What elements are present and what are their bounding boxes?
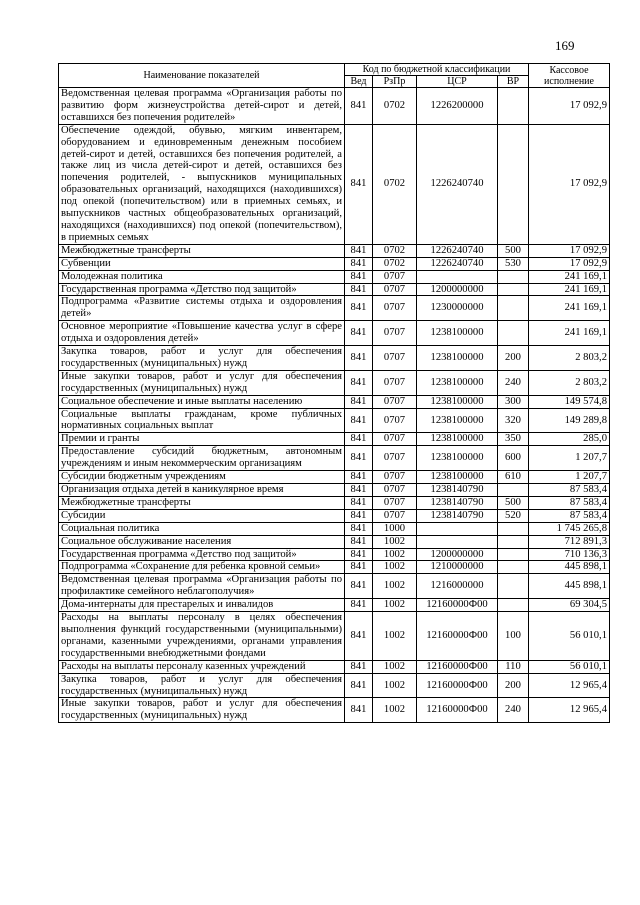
cell-name: Основное мероприятие «Повышение качества услуг в сфере отдыха и оздоровления детей» xyxy=(59,321,345,346)
cell-rzpr: 1002 xyxy=(373,612,417,661)
cell-csr: 1238100000 xyxy=(417,446,498,471)
table-row xyxy=(59,321,610,346)
table-row xyxy=(59,346,610,371)
cell-vr xyxy=(498,124,529,244)
cell-vr xyxy=(498,548,529,561)
cell-rzpr: 0702 xyxy=(373,88,417,125)
cell-amount: 445 898,1 xyxy=(529,574,610,599)
table-row xyxy=(59,446,610,471)
cell-ved: 841 xyxy=(345,270,373,283)
table-row xyxy=(59,283,610,296)
cell-amount: 241 169,1 xyxy=(529,296,610,321)
cell-vr xyxy=(498,484,529,497)
cell-ved: 841 xyxy=(345,548,373,561)
header-name: Наименование показателей xyxy=(59,64,345,88)
cell-ved: 841 xyxy=(345,296,373,321)
cell-amount: 12 965,4 xyxy=(529,698,610,723)
cell-name: Подпрограмма «Сохранение для ребенка кровной семьи» xyxy=(59,561,345,574)
cell-amount: 241 169,1 xyxy=(529,321,610,346)
cell-amount: 12 965,4 xyxy=(529,673,610,698)
cell-vr: 300 xyxy=(498,395,529,408)
cell-ved: 841 xyxy=(345,599,373,612)
cell-name: Закупка товаров, работ и услуг для обеспечения государственных (муниципальных) нужд xyxy=(59,346,345,371)
cell-rzpr: 0707 xyxy=(373,433,417,446)
cell-ved: 841 xyxy=(345,496,373,509)
cell-ved: 841 xyxy=(345,433,373,446)
cell-vr: 320 xyxy=(498,408,529,433)
cell-name: Подпрограмма «Развитие системы отдыха и оздоровления детей» xyxy=(59,296,345,321)
table-row xyxy=(59,574,610,599)
table-row xyxy=(59,370,610,395)
cell-ved: 841 xyxy=(345,321,373,346)
cell-name: Межбюджетные трансферты xyxy=(59,244,345,257)
cell-vr xyxy=(498,522,529,535)
cell-name: Государственная программа «Детство под защитой» xyxy=(59,548,345,561)
cell-rzpr: 0707 xyxy=(373,471,417,484)
cell-ved: 841 xyxy=(345,446,373,471)
cell-vr xyxy=(498,296,529,321)
budget-table xyxy=(58,63,610,723)
cell-ved: 841 xyxy=(345,124,373,244)
cell-ved: 841 xyxy=(345,88,373,125)
table-row xyxy=(59,471,610,484)
cell-csr: 1238100000 xyxy=(417,471,498,484)
cell-name: Иные закупки товаров, работ и услуг для обеспечения государственных (муниципальных) нужд xyxy=(59,698,345,723)
cell-ved: 841 xyxy=(345,522,373,535)
cell-rzpr: 1000 xyxy=(373,522,417,535)
table-row xyxy=(59,496,610,509)
table-row xyxy=(59,484,610,497)
cell-name: Субвенции xyxy=(59,257,345,270)
table-row xyxy=(59,395,610,408)
table-row xyxy=(59,124,610,244)
cell-csr: 12160000Ф00 xyxy=(417,698,498,723)
cell-vr: 530 xyxy=(498,257,529,270)
table-row xyxy=(59,698,610,723)
table-row xyxy=(59,612,610,661)
page-number: 169 xyxy=(555,38,575,53)
cell-vr: 350 xyxy=(498,433,529,446)
cell-ved: 841 xyxy=(345,574,373,599)
cell-vr: 500 xyxy=(498,244,529,257)
cell-amount: 241 169,1 xyxy=(529,270,610,283)
table-body xyxy=(59,88,610,723)
cell-csr: 1238100000 xyxy=(417,370,498,395)
cell-rzpr: 0702 xyxy=(373,124,417,244)
cell-name: Премии и гранты xyxy=(59,433,345,446)
cell-name: Молодежная политика xyxy=(59,270,345,283)
table-row xyxy=(59,509,610,522)
cell-ved: 841 xyxy=(345,660,373,673)
cell-rzpr: 0707 xyxy=(373,296,417,321)
cell-csr: 12160000Ф00 xyxy=(417,673,498,698)
cell-vr: 600 xyxy=(498,446,529,471)
table-row xyxy=(59,244,610,257)
cell-rzpr: 0707 xyxy=(373,509,417,522)
cell-amount: 149 574,8 xyxy=(529,395,610,408)
cell-ved: 841 xyxy=(345,561,373,574)
table-row xyxy=(59,660,610,673)
cell-amount: 149 289,8 xyxy=(529,408,610,433)
cell-rzpr: 1002 xyxy=(373,574,417,599)
cell-name: Ведомственная целевая программа «Организация работы по профилактике семейного неблагополучия» xyxy=(59,574,345,599)
cell-name: Расходы на выплаты персоналу в целях обеспечения выполнения функций государственными (муниципальными) органами, казенными учреждениями, органами управления государственными внебюджетными фондами xyxy=(59,612,345,661)
table-row xyxy=(59,433,610,446)
cell-vr: 240 xyxy=(498,370,529,395)
cell-rzpr: 1002 xyxy=(373,698,417,723)
cell-csr: 1238140790 xyxy=(417,509,498,522)
cell-amount: 2 803,2 xyxy=(529,370,610,395)
cell-vr xyxy=(498,561,529,574)
table-row xyxy=(59,270,610,283)
cell-name: Социальное обслуживание населения xyxy=(59,535,345,548)
cell-name: Предоставление субсидий бюджетным, автономным учреждениям и иным некоммерческим организациям xyxy=(59,446,345,471)
cell-rzpr: 0707 xyxy=(373,395,417,408)
cell-csr: 1210000000 xyxy=(417,561,498,574)
cell-amount: 17 092,9 xyxy=(529,124,610,244)
cell-name: Социальная политика xyxy=(59,522,345,535)
cell-vr: 200 xyxy=(498,673,529,698)
cell-name: Дома-интернаты для престарелых и инвалидов xyxy=(59,599,345,612)
cell-csr: 1230000000 xyxy=(417,296,498,321)
cell-amount: 87 583,4 xyxy=(529,484,610,497)
cell-vr xyxy=(498,574,529,599)
cell-csr: 1226240740 xyxy=(417,124,498,244)
cell-vr xyxy=(498,270,529,283)
header-amount: Кассовое исполнение xyxy=(529,64,610,88)
cell-name: Расходы на выплаты персоналу казенных учреждений xyxy=(59,660,345,673)
table-row xyxy=(59,296,610,321)
cell-rzpr: 1002 xyxy=(373,561,417,574)
cell-ved: 841 xyxy=(345,673,373,698)
cell-vr: 520 xyxy=(498,509,529,522)
cell-rzpr: 0707 xyxy=(373,370,417,395)
table-row xyxy=(59,408,610,433)
cell-ved: 841 xyxy=(345,244,373,257)
cell-amount: 17 092,9 xyxy=(529,88,610,125)
cell-ved: 841 xyxy=(345,484,373,497)
cell-name: Субсидии бюджетным учреждениям xyxy=(59,471,345,484)
table-row xyxy=(59,535,610,548)
cell-ved: 841 xyxy=(345,471,373,484)
cell-rzpr: 0707 xyxy=(373,283,417,296)
header-classification-group: Код по бюджетной классификации xyxy=(345,64,529,76)
cell-amount: 17 092,9 xyxy=(529,244,610,257)
table-row xyxy=(59,599,610,612)
cell-vr xyxy=(498,535,529,548)
cell-csr: 1200000000 xyxy=(417,283,498,296)
cell-ved: 841 xyxy=(345,408,373,433)
cell-vr xyxy=(498,283,529,296)
table-row xyxy=(59,673,610,698)
cell-rzpr: 0702 xyxy=(373,244,417,257)
cell-csr: 12160000Ф00 xyxy=(417,599,498,612)
cell-rzpr: 1002 xyxy=(373,673,417,698)
cell-csr: 1226200000 xyxy=(417,88,498,125)
cell-csr: 1238100000 xyxy=(417,408,498,433)
cell-name: Социальные выплаты гражданам, кроме публичных нормативных социальных выплат xyxy=(59,408,345,433)
cell-vr: 200 xyxy=(498,346,529,371)
header-csr: ЦСР xyxy=(417,76,498,88)
cell-rzpr: 0707 xyxy=(373,496,417,509)
cell-rzpr: 0707 xyxy=(373,484,417,497)
cell-name: Ведомственная целевая программа «Организация работы по развитию форм жизнеустройства детей-сирот и детей, оставшихся без попечения родителей» xyxy=(59,88,345,125)
table-row xyxy=(59,522,610,535)
cell-rzpr: 0702 xyxy=(373,257,417,270)
cell-csr: 1238100000 xyxy=(417,346,498,371)
cell-amount: 445 898,1 xyxy=(529,561,610,574)
cell-vr: 100 xyxy=(498,612,529,661)
cell-csr: 1238100000 xyxy=(417,321,498,346)
cell-amount: 1 207,7 xyxy=(529,446,610,471)
cell-amount: 241 169,1 xyxy=(529,283,610,296)
cell-rzpr: 1002 xyxy=(373,548,417,561)
cell-amount: 712 891,3 xyxy=(529,535,610,548)
cell-ved: 841 xyxy=(345,370,373,395)
cell-amount: 17 092,9 xyxy=(529,257,610,270)
cell-amount: 56 010,1 xyxy=(529,660,610,673)
cell-amount: 69 304,5 xyxy=(529,599,610,612)
cell-ved: 841 xyxy=(345,535,373,548)
header-vr: ВР xyxy=(498,76,529,88)
cell-vr xyxy=(498,321,529,346)
cell-csr: 1238140790 xyxy=(417,484,498,497)
cell-csr: 1238100000 xyxy=(417,433,498,446)
cell-ved: 841 xyxy=(345,346,373,371)
cell-rzpr: 1002 xyxy=(373,535,417,548)
cell-amount: 87 583,4 xyxy=(529,509,610,522)
header-ved: Вед xyxy=(345,76,373,88)
cell-ved: 841 xyxy=(345,698,373,723)
cell-amount: 1 745 265,8 xyxy=(529,522,610,535)
cell-csr: 12160000Ф00 xyxy=(417,660,498,673)
cell-amount: 56 010,1 xyxy=(529,612,610,661)
header-rzpr: РзПр xyxy=(373,76,417,88)
cell-name: Межбюджетные трансферты xyxy=(59,496,345,509)
cell-csr xyxy=(417,270,498,283)
cell-ved: 841 xyxy=(345,257,373,270)
table-row xyxy=(59,88,610,125)
cell-csr: 12160000Ф00 xyxy=(417,612,498,661)
cell-vr xyxy=(498,599,529,612)
cell-csr: 1238140790 xyxy=(417,496,498,509)
cell-vr: 500 xyxy=(498,496,529,509)
table-row xyxy=(59,548,610,561)
cell-ved: 841 xyxy=(345,395,373,408)
cell-csr: 1200000000 xyxy=(417,548,498,561)
cell-amount: 2 803,2 xyxy=(529,346,610,371)
table-row xyxy=(59,561,610,574)
cell-ved: 841 xyxy=(345,509,373,522)
cell-vr: 240 xyxy=(498,698,529,723)
cell-name: Государственная программа «Детство под защитой» xyxy=(59,283,345,296)
cell-csr xyxy=(417,535,498,548)
cell-rzpr: 0707 xyxy=(373,408,417,433)
cell-name: Социальное обеспечение и иные выплаты населению xyxy=(59,395,345,408)
cell-amount: 1 207,7 xyxy=(529,471,610,484)
cell-rzpr: 0707 xyxy=(373,346,417,371)
cell-rzpr: 0707 xyxy=(373,446,417,471)
cell-vr: 110 xyxy=(498,660,529,673)
cell-csr: 1216000000 xyxy=(417,574,498,599)
cell-ved: 841 xyxy=(345,283,373,296)
cell-amount: 285,0 xyxy=(529,433,610,446)
cell-vr xyxy=(498,88,529,125)
cell-csr: 1226240740 xyxy=(417,244,498,257)
cell-ved: 841 xyxy=(345,612,373,661)
cell-name: Закупка товаров, работ и услуг для обеспечения государственных (муниципальных) нужд xyxy=(59,673,345,698)
cell-csr: 1238100000 xyxy=(417,395,498,408)
cell-amount: 710 136,3 xyxy=(529,548,610,561)
cell-rzpr: 1002 xyxy=(373,599,417,612)
cell-amount: 87 583,4 xyxy=(529,496,610,509)
cell-csr xyxy=(417,522,498,535)
cell-name: Организация отдыха детей в каникулярное время xyxy=(59,484,345,497)
cell-name: Обеспечение одеждой, обувью, мягким инвентарем, оборудованием и единовременным денежным пособием детей-сирот и детей, оставшихся без попечения родителей, а также лиц из числа детей-сирот и детей, оставшихся без попечения родителей, - выпускников муниципальных образовательных организаций, находящихся (находившихся) под опекой (попечительством) или в приемных семьях, и выпускников частных общеобразовательных организаций, находящихся (находившихся) под опекой (попечительством), в приемных семьях xyxy=(59,124,345,244)
cell-name: Иные закупки товаров, работ и услуг для обеспечения государственных (муниципальных) нужд xyxy=(59,370,345,395)
table-row xyxy=(59,257,610,270)
cell-rzpr: 0707 xyxy=(373,321,417,346)
cell-rzpr: 0707 xyxy=(373,270,417,283)
cell-vr: 610 xyxy=(498,471,529,484)
cell-name: Субсидии xyxy=(59,509,345,522)
cell-rzpr: 1002 xyxy=(373,660,417,673)
cell-csr: 1226240740 xyxy=(417,257,498,270)
